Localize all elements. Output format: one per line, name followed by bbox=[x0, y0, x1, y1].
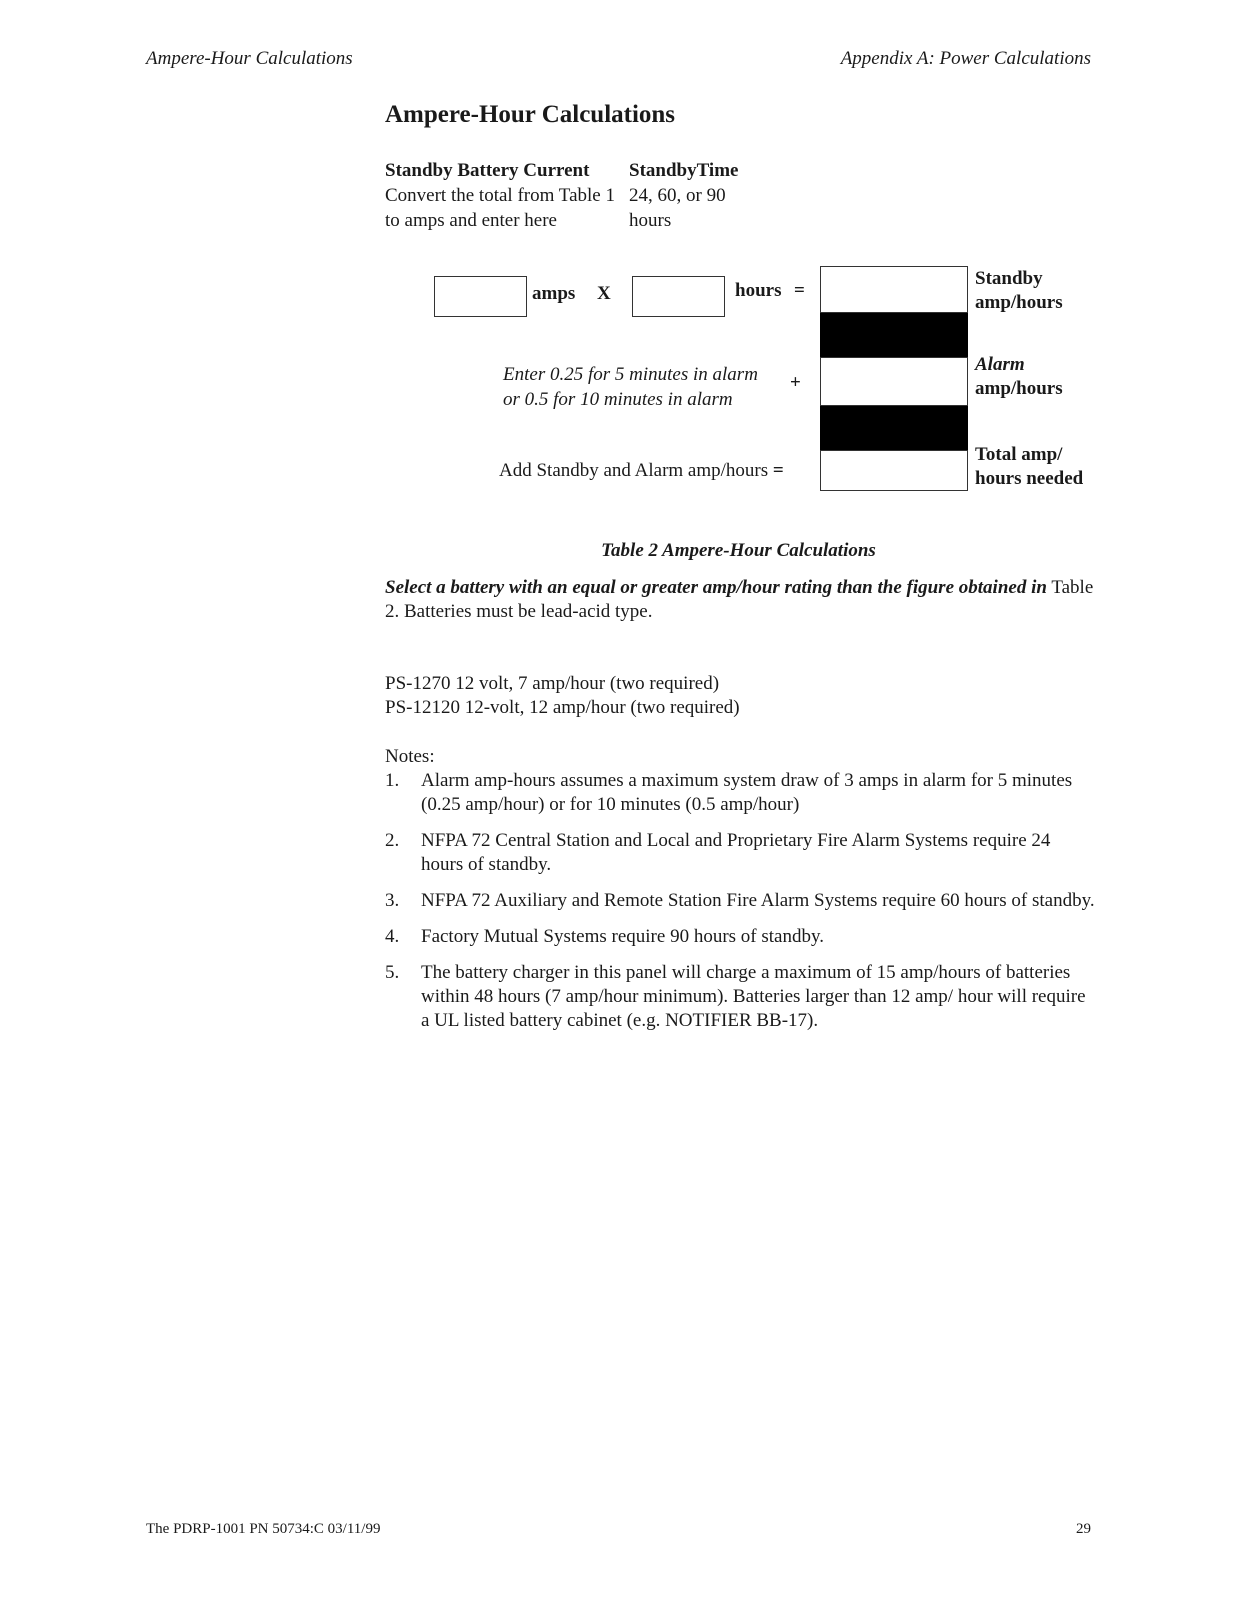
separator-block bbox=[820, 406, 968, 450]
add-instruction: Add Standby and Alarm amp/hours = bbox=[499, 460, 784, 481]
list-item: PS-12120 12-volt, 12 amp/hour (two required) bbox=[385, 697, 740, 718]
alarm-result-box[interactable] bbox=[820, 357, 968, 406]
note-item: 4. Factory Mutual Systems require 90 hours of standby. bbox=[385, 926, 824, 947]
note-item: 1. Alarm amp-hours assumes a maximum system draw of 3 amps in alarm for 5 minutes (0.25 amp/hour) or for 10 minutes (0.5 amp/hour) bbox=[385, 770, 1073, 815]
alarm-instruction: Enter 0.25 for 5 minutes in alarm or 0.5 for 10 minutes in alarm bbox=[503, 364, 758, 410]
running-header-left: Ampere-Hour Calculations bbox=[146, 48, 353, 69]
page-number: 29 bbox=[1076, 1521, 1091, 1537]
note-item: 3. NFPA 72 Auxiliary and Remote Station Fire Alarm Systems require 60 hours of standby. bbox=[385, 890, 1095, 911]
equals-sign-standby: = bbox=[794, 280, 805, 301]
alarm-result-label: Alarm amp/hours bbox=[975, 354, 1063, 399]
plus-sign: + bbox=[790, 372, 801, 393]
standby-current-block bbox=[385, 159, 615, 233]
standby-time-block bbox=[629, 159, 759, 233]
standby-current-heading: Standby Battery Current bbox=[385, 160, 590, 181]
hours-label: hours bbox=[735, 280, 782, 301]
standby-result-label: Standby amp/hours bbox=[975, 268, 1063, 313]
standby-time-heading: StandbyTime bbox=[629, 160, 739, 181]
battery-list bbox=[385, 672, 740, 720]
select-battery-paragraph: Select a battery with an equal or greater amp/hour rating than the figure obtained in Table 2. Batteries must be lead-acid type. bbox=[385, 577, 1094, 622]
separator-block bbox=[820, 313, 968, 357]
times-sign: X bbox=[597, 283, 611, 304]
total-result-box[interactable] bbox=[820, 450, 968, 491]
note-item: 5. The battery charger in this panel will charge a maximum of 15 amp/hours of batteries within 48 hours (7 amp/hour minimum). Batteries larger than 12 amp/ hour will require a UL listed battery cabinet (e.g. NOTIFIER BB-17). bbox=[385, 962, 1086, 1031]
standby-result-box[interactable] bbox=[820, 266, 968, 313]
running-header-right: Appendix A: Power Calculations bbox=[840, 48, 1091, 69]
amps-input-box[interactable] bbox=[434, 276, 527, 317]
standby-time-text: 24, 60, or 90 hours bbox=[629, 185, 726, 231]
notes-heading: Notes: bbox=[385, 746, 435, 767]
equals-sign-total: = bbox=[772, 460, 784, 481]
note-item: 2. NFPA 72 Central Station and Local and Proprietary Fire Alarm Systems require 24 hours of standby. bbox=[385, 830, 1051, 875]
table-caption: Table 2 Ampere-Hour Calculations bbox=[601, 540, 876, 561]
footer-document-id: The PDRP-1001 PN 50734:C 03/11/99 bbox=[146, 1521, 381, 1537]
page-title: Ampere-Hour Calculations bbox=[385, 101, 676, 128]
hours-input-box[interactable] bbox=[632, 276, 725, 317]
standby-current-text: Convert the total from Table 1 to amps and enter here bbox=[385, 185, 615, 231]
total-result-label: Total amp/ hours needed bbox=[975, 444, 1084, 489]
list-item: PS-1270 12 volt, 7 amp/hour (two required) bbox=[385, 673, 720, 694]
amps-label: amps bbox=[532, 283, 576, 304]
notes-section bbox=[385, 745, 1095, 1033]
